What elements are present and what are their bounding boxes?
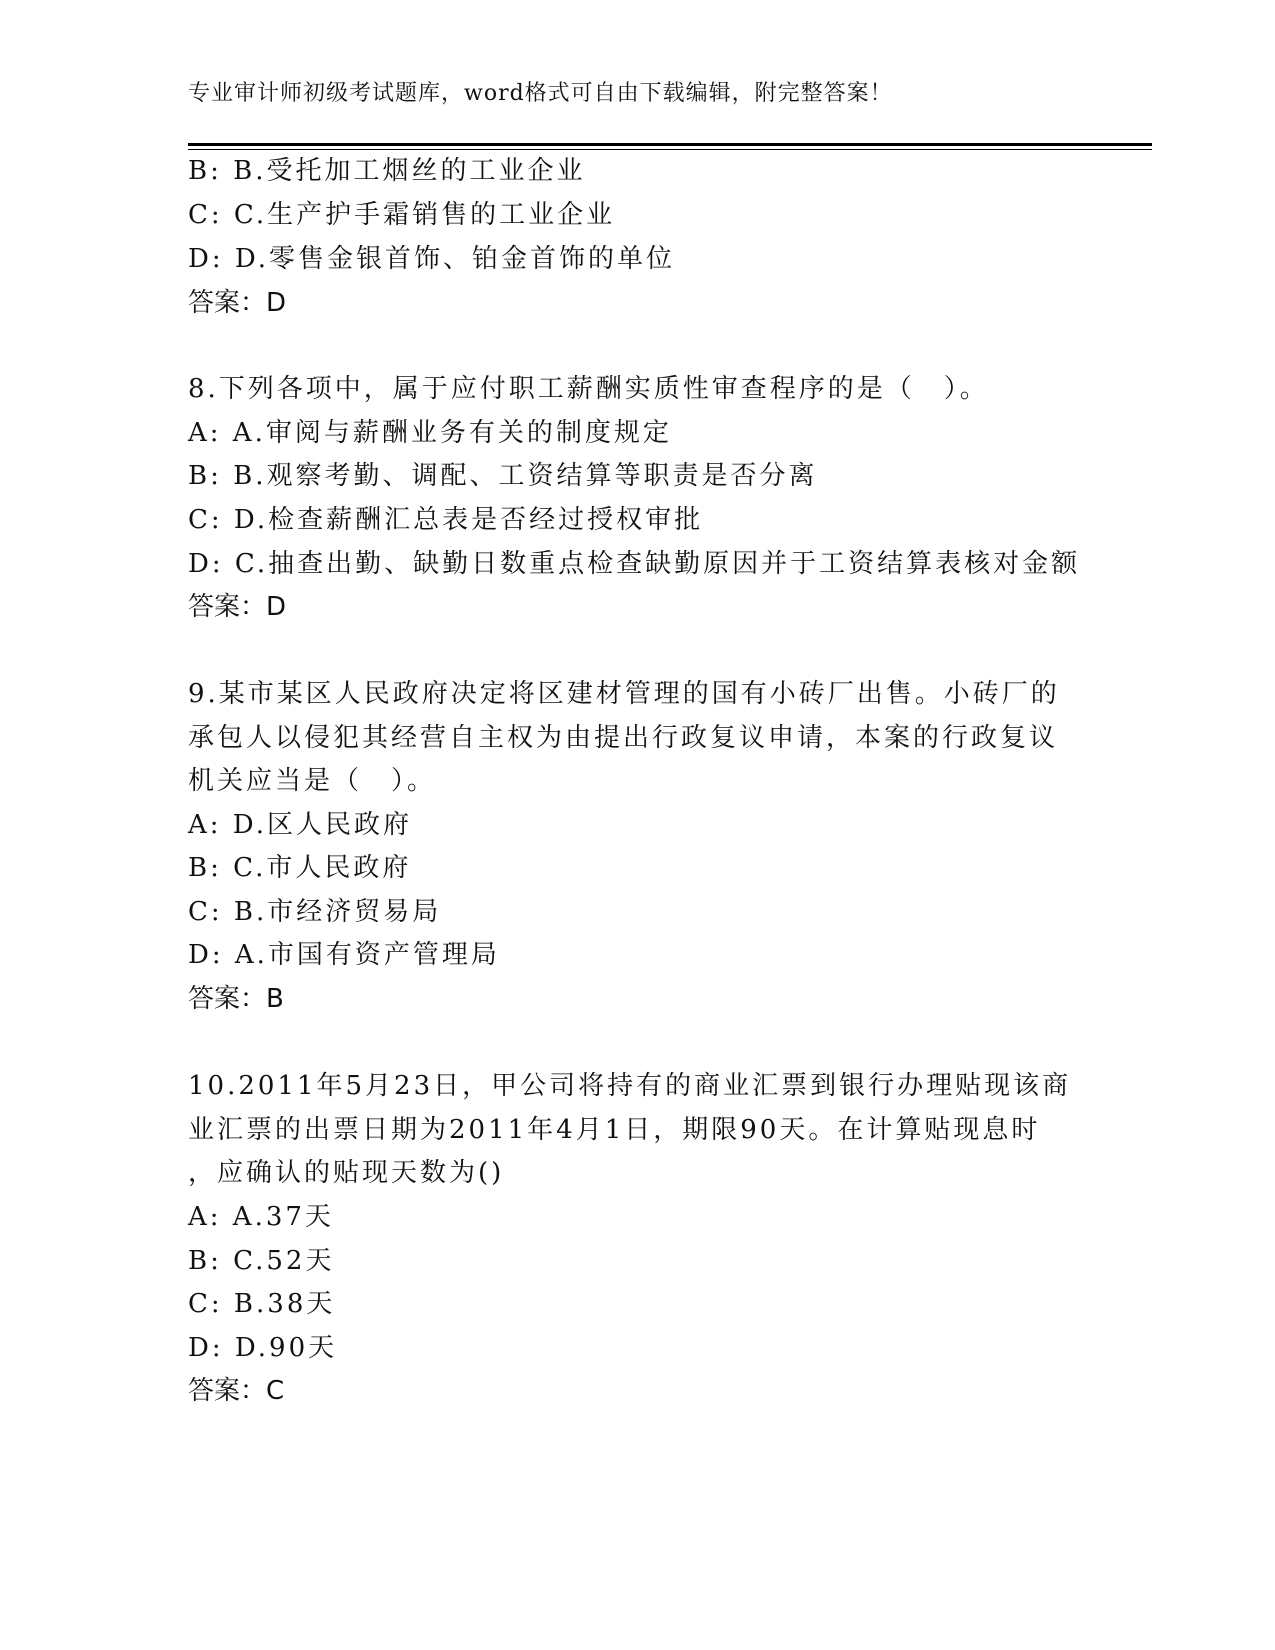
q7-answer: 答案：D [188, 288, 287, 318]
q7-option-c: C: C.生产护手霜销售的工业企业 [188, 200, 616, 230]
q8-option-c: C: D.检查薪酬汇总表是否经过授权审批 [188, 505, 704, 535]
q9-option-b: B: C.市人民政府 [188, 853, 412, 883]
q8-answer: 答案：D [188, 592, 287, 622]
q8-option-a: A: A.审阅与薪酬业务有关的制度规定 [188, 418, 672, 448]
q9-answer: 答案：B [188, 984, 284, 1014]
q10-option-b: B: C.52天 [188, 1246, 335, 1276]
q9-stem-line-2: 承包人以侵犯其经营自主权为由提出行政复议申请，本案的行政复议 [188, 723, 1059, 753]
q8-option-d: D: C.抽查出勤、缺勤日数重点检查缺勤原因并于工资结算表核对金额 [188, 549, 1081, 579]
q10-option-a: A: A.37天 [188, 1202, 334, 1232]
q7-option-d: D: D.零售金银首饰、铂金首饰的单位 [188, 244, 676, 274]
q10-option-c: C: B.38天 [188, 1289, 336, 1319]
q10-option-d: D: D.90天 [188, 1333, 338, 1363]
q9-stem-line-1: 9.某市某区人民政府决定将区建材管理的国有小砖厂出售。小砖厂的 [188, 679, 1060, 709]
q10-stem-line-3: ，应确认的贴现天数为() [188, 1158, 505, 1188]
q7-option-b: B: B.受托加工烟丝的工业企业 [188, 156, 586, 186]
header-rule-thick [188, 143, 1152, 146]
q9-option-d: D: A.市国有资产管理局 [188, 940, 500, 970]
q9-stem-line-3: 机关应当是（ ）。 [188, 766, 437, 796]
q10-stem-line-2: 业汇票的出票日期为2011年4月1日，期限90天。在计算贴现息时 [188, 1115, 1041, 1145]
q10-answer: 答案：C [188, 1376, 285, 1406]
q9-option-a: A: D.区人民政府 [188, 810, 412, 840]
q8-option-b: B: B.观察考勤、调配、工资结算等职责是否分离 [188, 461, 818, 491]
page-header: 专业审计师初级考试题库，word格式可自由下载编辑，附完整答案！ [188, 81, 893, 106]
q9-option-c: C: B.市经济贸易局 [188, 897, 442, 927]
q10-stem-line-1: 10.2011年5月23日，甲公司将持有的商业汇票到银行办理贴现该商 [188, 1071, 1072, 1101]
q8-stem: 8.下列各项中，属于应付职工薪酬实质性审查程序的是（ ）。 [188, 374, 989, 404]
header-rule-thin [188, 149, 1152, 150]
